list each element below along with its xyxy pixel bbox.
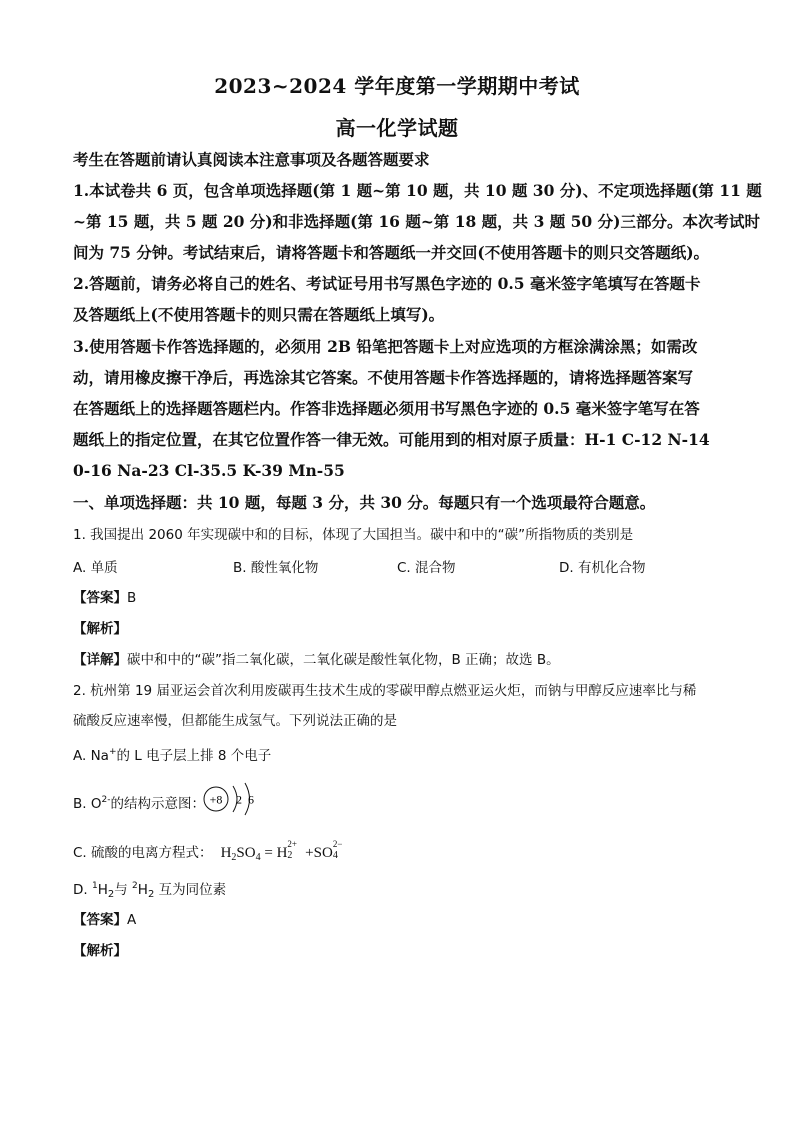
page-subtitle: 高一化学试题 (335, 116, 459, 140)
section-heading: 一、单项选择题：共 10 题，每题 3 分，共 30 分。每题只有一个选项最符合题意。 (73, 493, 656, 512)
instruction-line: 动，请用橡皮擦干净后，再选涂其它答案。不使用答题卡作答选择题的，请将选择题答案写 (73, 368, 694, 387)
shell-1-electrons: 2 (236, 792, 242, 807)
instruction-line: 3.使用答题卡作答选择题的，必须用 2B 铅笔把答题卡上对应选项的方框涂满涂黑；如需改 (73, 337, 698, 356)
oxide-ion-structure-diagram (196, 777, 266, 821)
q1-analysis (73, 618, 733, 639)
answer-value: B (127, 590, 137, 606)
analysis-label: 【解析】 (73, 943, 127, 959)
q2-option-c (73, 839, 733, 868)
charge-superscript: 2- (101, 795, 111, 805)
answer-value: A (127, 912, 137, 928)
instruction-line: 间为 75 分钟。考试结束后，请将答题卡和答题纸一并交回(不使用答题卡的则只交答题纸)。 (73, 243, 710, 262)
instruction-line: 题纸上的指定位置，在其它位置作答一律无效。可能用到的相对原子质量：H-1 C-12 N-14 (73, 430, 710, 449)
option-text: B. O (73, 796, 102, 812)
instruction-line: 0-16 Na-23 Cl-35.5 K-39 Mn-55 (73, 461, 345, 480)
element-symbol: H (137, 882, 148, 898)
detail-text: 碳中和中的“碳”指二氧化碳，二氧化碳是酸性氧化物，B 正确；故选 B。 (127, 652, 560, 668)
question-2-stem: 硫酸反应速率慢，但都能生成氢气。下列说法正确的是 (73, 713, 397, 729)
q2-answer (73, 909, 733, 930)
q2-option-a (73, 742, 733, 766)
detail-label: 【详解】 (73, 652, 127, 668)
q1-answer (73, 587, 733, 608)
option-text: C. 硫酸的电离方程式： (73, 845, 213, 861)
q2-option-d (73, 876, 733, 905)
instruction-line: 2.答题前，请务必将自己的姓名、考试证号用书写黑色字迹的 0.5 毫米签字笔填写在答题卡 (73, 274, 701, 293)
option-text: A. Na (73, 748, 109, 764)
instruction-line: 及答题纸上(不使用答题卡的则只需在答题纸上填写)。 (73, 305, 445, 324)
page-title: 2023~2024 学年度第一学期期中考试 (214, 74, 580, 98)
charge-superscript: + (108, 747, 117, 757)
element-symbol: H (97, 882, 108, 898)
mass-number: 1 (91, 881, 98, 891)
option-text: 互为同位素 (154, 882, 227, 898)
instruction-line: 在答题纸上的选择题答题栏内。作答非选择题必须用书写黑色字迹的 0.5 毫米签字笔写在答 (73, 399, 700, 418)
instruction-line: 1.本试卷共 6 页，包含单项选择题(第 1 题~第 10 题，共 10 题 30 分)、不定项选择题(第 11 题 (73, 181, 762, 200)
q1-detail (73, 649, 733, 670)
option-text: 的结构示意图： (110, 796, 205, 812)
q1-option-b: B. 酸性氧化物 (233, 560, 319, 576)
option-text: D. (73, 882, 92, 898)
question-2-stem: 2. 杭州第 19 届亚运会首次利用废碳再生技术生成的零碳甲醇点燃亚运火炬，而钠与甲醇反应速率比与稀 (73, 683, 697, 699)
nucleus-charge: +8 (209, 792, 223, 807)
subscript: 2 (147, 889, 155, 900)
q2-analysis (73, 940, 733, 961)
analysis-label: 【解析】 (73, 621, 127, 637)
option-text: 与 (114, 882, 133, 898)
question-1-stem: 1. 我国提出 2060 年实现碳中和的目标，体现了大国担当。碳中和中的“碳”所指物质的类别是 (73, 527, 634, 543)
q1-option-d: D. 有机化合物 (559, 560, 646, 576)
mass-number: 2 (132, 881, 138, 891)
q1-option-a: A. 单质 (73, 560, 118, 576)
q1-option-c: C. 混合物 (397, 560, 456, 576)
q2-option-b (73, 790, 733, 814)
answer-label: 【答案】 (73, 912, 127, 928)
ionization-equation: $H_2SO_4 = H$ 2+ 2 +SO 2− 4 (220, 839, 343, 863)
subscript: 2 (107, 889, 115, 900)
option-text: 的 L 电子层上排 8 个电子 (116, 748, 272, 764)
shell-2-electrons: 6 (248, 792, 254, 807)
instructions-heading: 考生在答题前请认真阅读本注意事项及各题答题要求 (73, 150, 430, 169)
answer-label: 【答案】 (73, 590, 127, 606)
instruction-line: ~第 15 题，共 5 题 20 分)和非选择题(第 16 题~第 18 题，共 3 题 50 分)三部分。本次考试时 (73, 212, 760, 231)
